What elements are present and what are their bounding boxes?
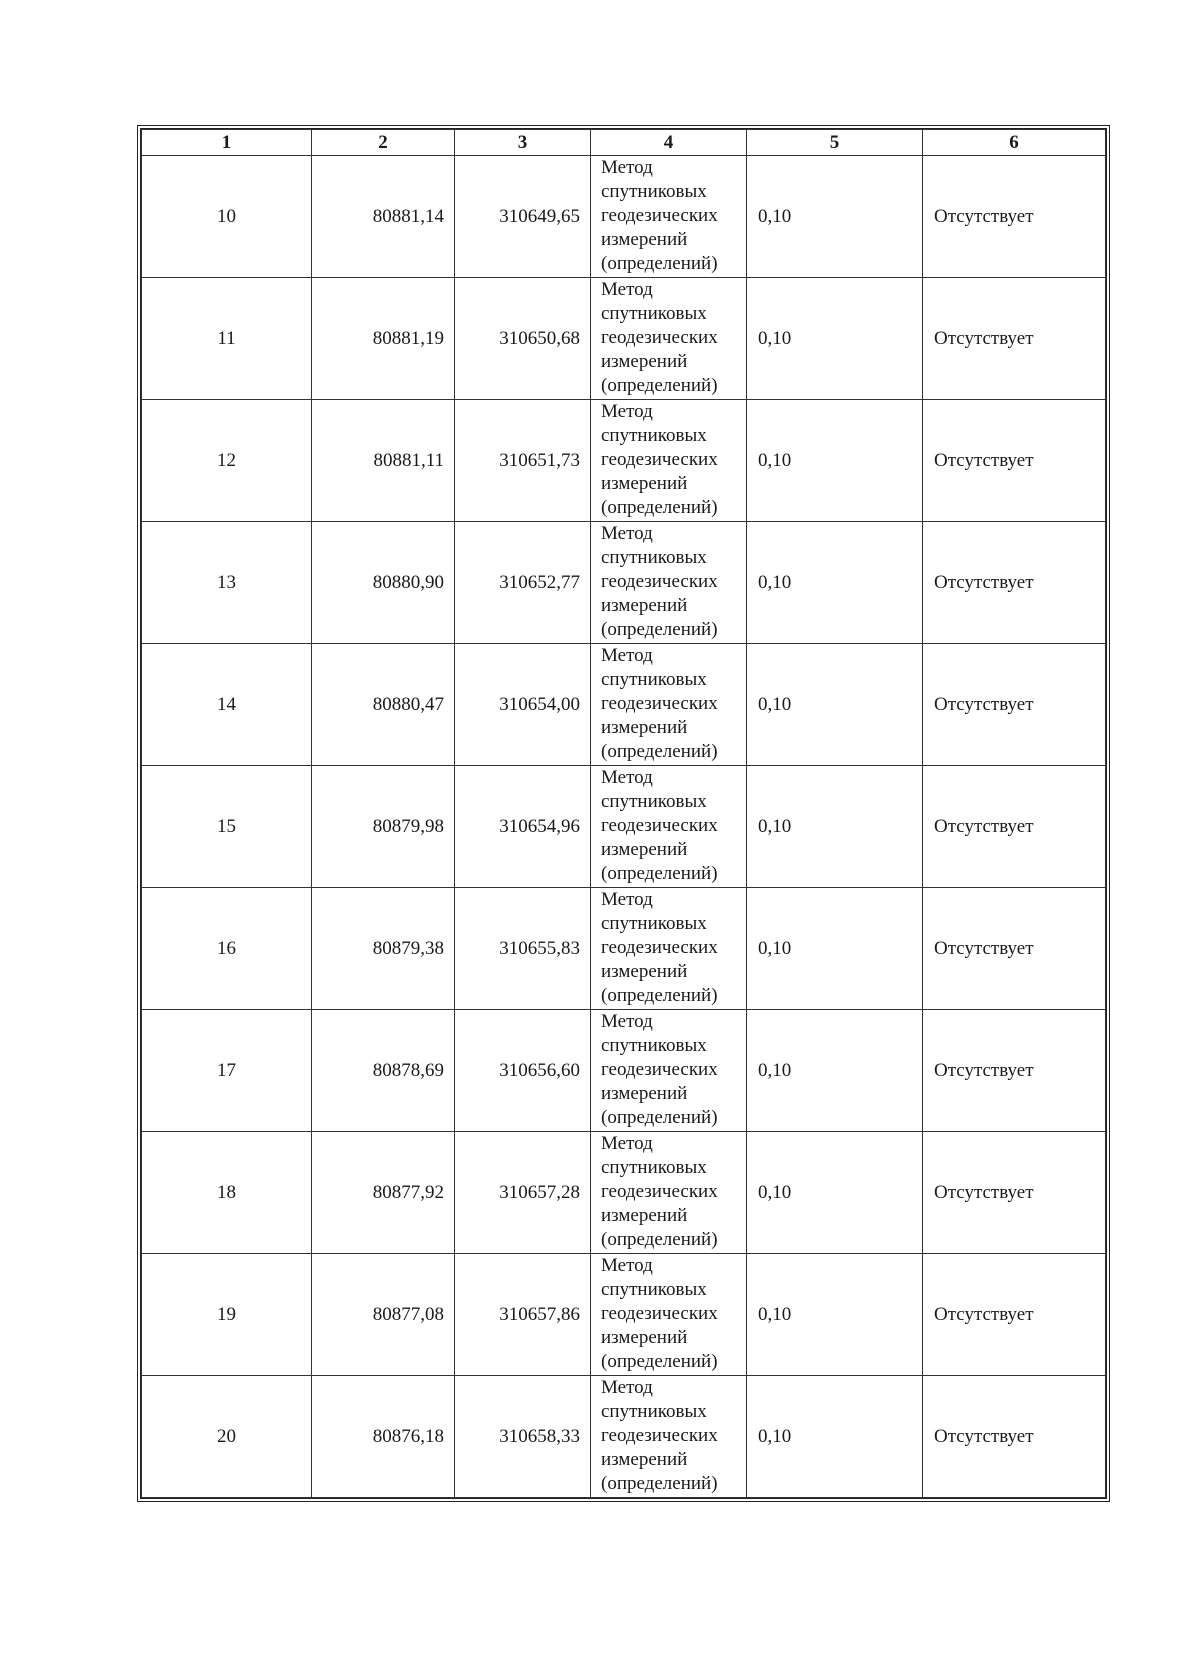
- method-cell: [591, 522, 747, 644]
- table-row: [142, 400, 1106, 522]
- description-cell: Отсутствует: [923, 888, 1106, 1010]
- table-row: [142, 888, 1106, 1010]
- y-coordinate-cell: 310658,33: [455, 1376, 591, 1498]
- method-cell: [591, 766, 747, 888]
- method-line: (определений): [601, 1473, 718, 1494]
- method-line: (определений): [601, 497, 718, 518]
- method-line: Метод: [601, 889, 653, 910]
- y-coordinate-cell: 310654,96: [455, 766, 591, 888]
- method-line: измерений: [601, 1083, 688, 1104]
- point-number-cell: 19: [142, 1254, 312, 1376]
- method-line: Метод: [601, 157, 653, 178]
- header-row: [142, 130, 1106, 156]
- point-number-cell: 18: [142, 1132, 312, 1254]
- header-cell-3: 3: [455, 130, 591, 156]
- point-number-cell: 17: [142, 1010, 312, 1132]
- description-cell: Отсутствует: [923, 1376, 1106, 1498]
- x-coordinate-cell: 80881,14: [312, 156, 455, 278]
- header-cell-4: 4: [591, 130, 747, 156]
- method-line: геодезических: [601, 1425, 718, 1446]
- precision-cell: 0,10: [747, 1376, 923, 1498]
- method-line: спутниковых: [601, 1401, 707, 1422]
- method-line: геодезических: [601, 1181, 718, 1202]
- method-line: Метод: [601, 767, 653, 788]
- y-coordinate-cell: 310654,00: [455, 644, 591, 766]
- precision-cell: 0,10: [747, 888, 923, 1010]
- x-coordinate-cell: 80880,90: [312, 522, 455, 644]
- description-cell: Отсутствует: [923, 1132, 1106, 1254]
- table-row: [142, 644, 1106, 766]
- coordinates-table: [141, 129, 1106, 1498]
- precision-cell: 0,10: [747, 156, 923, 278]
- coordinates-table-frame: [137, 125, 1110, 1502]
- x-coordinate-cell: 80878,69: [312, 1010, 455, 1132]
- method-cell: [591, 1132, 747, 1254]
- description-cell: Отсутствует: [923, 644, 1106, 766]
- method-cell: [591, 888, 747, 1010]
- y-coordinate-cell: 310650,68: [455, 278, 591, 400]
- method-line: измерений: [601, 1205, 688, 1226]
- y-coordinate-cell: 310656,60: [455, 1010, 591, 1132]
- precision-cell: 0,10: [747, 644, 923, 766]
- point-number-cell: 15: [142, 766, 312, 888]
- method-line: спутниковых: [601, 1279, 707, 1300]
- y-coordinate-cell: 310657,86: [455, 1254, 591, 1376]
- method-line: (определений): [601, 985, 718, 1006]
- method-line: измерений: [601, 595, 688, 616]
- method-line: геодезических: [601, 327, 718, 348]
- table-row: [142, 766, 1106, 888]
- x-coordinate-cell: 80881,11: [312, 400, 455, 522]
- y-coordinate-cell: 310649,65: [455, 156, 591, 278]
- y-coordinate-cell: 310657,28: [455, 1132, 591, 1254]
- method-line: измерений: [601, 839, 688, 860]
- precision-cell: 0,10: [747, 766, 923, 888]
- x-coordinate-cell: 80879,98: [312, 766, 455, 888]
- table-row: [142, 1254, 1106, 1376]
- precision-cell: 0,10: [747, 1132, 923, 1254]
- description-cell: Отсутствует: [923, 522, 1106, 644]
- method-line: измерений: [601, 229, 688, 250]
- method-line: спутниковых: [601, 303, 707, 324]
- table-row: [142, 1132, 1106, 1254]
- method-line: геодезических: [601, 205, 718, 226]
- method-line: измерений: [601, 961, 688, 982]
- point-number-cell: 14: [142, 644, 312, 766]
- method-line: спутниковых: [601, 425, 707, 446]
- header-cell-5: 5: [747, 130, 923, 156]
- method-line: Метод: [601, 401, 653, 422]
- method-line: (определений): [601, 863, 718, 884]
- y-coordinate-cell: 310655,83: [455, 888, 591, 1010]
- method-line: Метод: [601, 1377, 653, 1398]
- method-line: геодезических: [601, 571, 718, 592]
- method-line: Метод: [601, 1255, 653, 1276]
- method-line: измерений: [601, 473, 688, 494]
- method-line: измерений: [601, 1449, 688, 1470]
- description-cell: Отсутствует: [923, 156, 1106, 278]
- x-coordinate-cell: 80879,38: [312, 888, 455, 1010]
- method-line: Метод: [601, 1133, 653, 1154]
- table-body: [142, 156, 1106, 1498]
- x-coordinate-cell: 80877,08: [312, 1254, 455, 1376]
- method-line: геодезических: [601, 1059, 718, 1080]
- method-line: спутниковых: [601, 669, 707, 690]
- method-line: измерений: [601, 717, 688, 738]
- method-line: Метод: [601, 523, 653, 544]
- table-row: [142, 522, 1106, 644]
- method-line: спутниковых: [601, 1035, 707, 1056]
- point-number-cell: 20: [142, 1376, 312, 1498]
- description-cell: Отсутствует: [923, 400, 1106, 522]
- description-cell: Отсутствует: [923, 1254, 1106, 1376]
- method-line: спутниковых: [601, 547, 707, 568]
- table-row: [142, 1376, 1106, 1498]
- method-line: Метод: [601, 279, 653, 300]
- x-coordinate-cell: 80876,18: [312, 1376, 455, 1498]
- point-number-cell: 12: [142, 400, 312, 522]
- method-line: спутниковых: [601, 181, 707, 202]
- method-line: геодезических: [601, 815, 718, 836]
- method-line: (определений): [601, 1229, 718, 1250]
- method-cell: [591, 1010, 747, 1132]
- description-cell: Отсутствует: [923, 1010, 1106, 1132]
- method-cell: [591, 400, 747, 522]
- method-line: геодезических: [601, 1303, 718, 1324]
- method-line: измерений: [601, 351, 688, 372]
- precision-cell: 0,10: [747, 400, 923, 522]
- precision-cell: 0,10: [747, 278, 923, 400]
- method-cell: [591, 278, 747, 400]
- point-number-cell: 10: [142, 156, 312, 278]
- method-line: измерений: [601, 1327, 688, 1348]
- table-row: [142, 1010, 1106, 1132]
- method-line: геодезических: [601, 449, 718, 470]
- description-cell: Отсутствует: [923, 766, 1106, 888]
- method-line: Метод: [601, 1011, 653, 1032]
- method-cell: [591, 1254, 747, 1376]
- table-row: [142, 278, 1106, 400]
- point-number-cell: 16: [142, 888, 312, 1010]
- method-cell: [591, 1376, 747, 1498]
- point-number-cell: 11: [142, 278, 312, 400]
- method-line: (определений): [601, 741, 718, 762]
- method-cell: [591, 644, 747, 766]
- table-header: [142, 130, 1106, 156]
- method-line: геодезических: [601, 937, 718, 958]
- method-line: (определений): [601, 619, 718, 640]
- y-coordinate-cell: 310652,77: [455, 522, 591, 644]
- description-cell: Отсутствует: [923, 278, 1106, 400]
- method-line: (определений): [601, 1351, 718, 1372]
- precision-cell: 0,10: [747, 1254, 923, 1376]
- x-coordinate-cell: 80881,19: [312, 278, 455, 400]
- method-line: Метод: [601, 645, 653, 666]
- table-row: [142, 156, 1106, 278]
- method-line: геодезических: [601, 693, 718, 714]
- header-cell-6: 6: [923, 130, 1106, 156]
- x-coordinate-cell: 80880,47: [312, 644, 455, 766]
- precision-cell: 0,10: [747, 522, 923, 644]
- header-cell-1: 1: [142, 130, 312, 156]
- method-line: спутниковых: [601, 791, 707, 812]
- header-cell-2: 2: [312, 130, 455, 156]
- method-line: (определений): [601, 375, 718, 396]
- precision-cell: 0,10: [747, 1010, 923, 1132]
- x-coordinate-cell: 80877,92: [312, 1132, 455, 1254]
- method-line: спутниковых: [601, 913, 707, 934]
- method-cell: [591, 156, 747, 278]
- method-line: (определений): [601, 253, 718, 274]
- y-coordinate-cell: 310651,73: [455, 400, 591, 522]
- method-line: (определений): [601, 1107, 718, 1128]
- point-number-cell: 13: [142, 522, 312, 644]
- method-line: спутниковых: [601, 1157, 707, 1178]
